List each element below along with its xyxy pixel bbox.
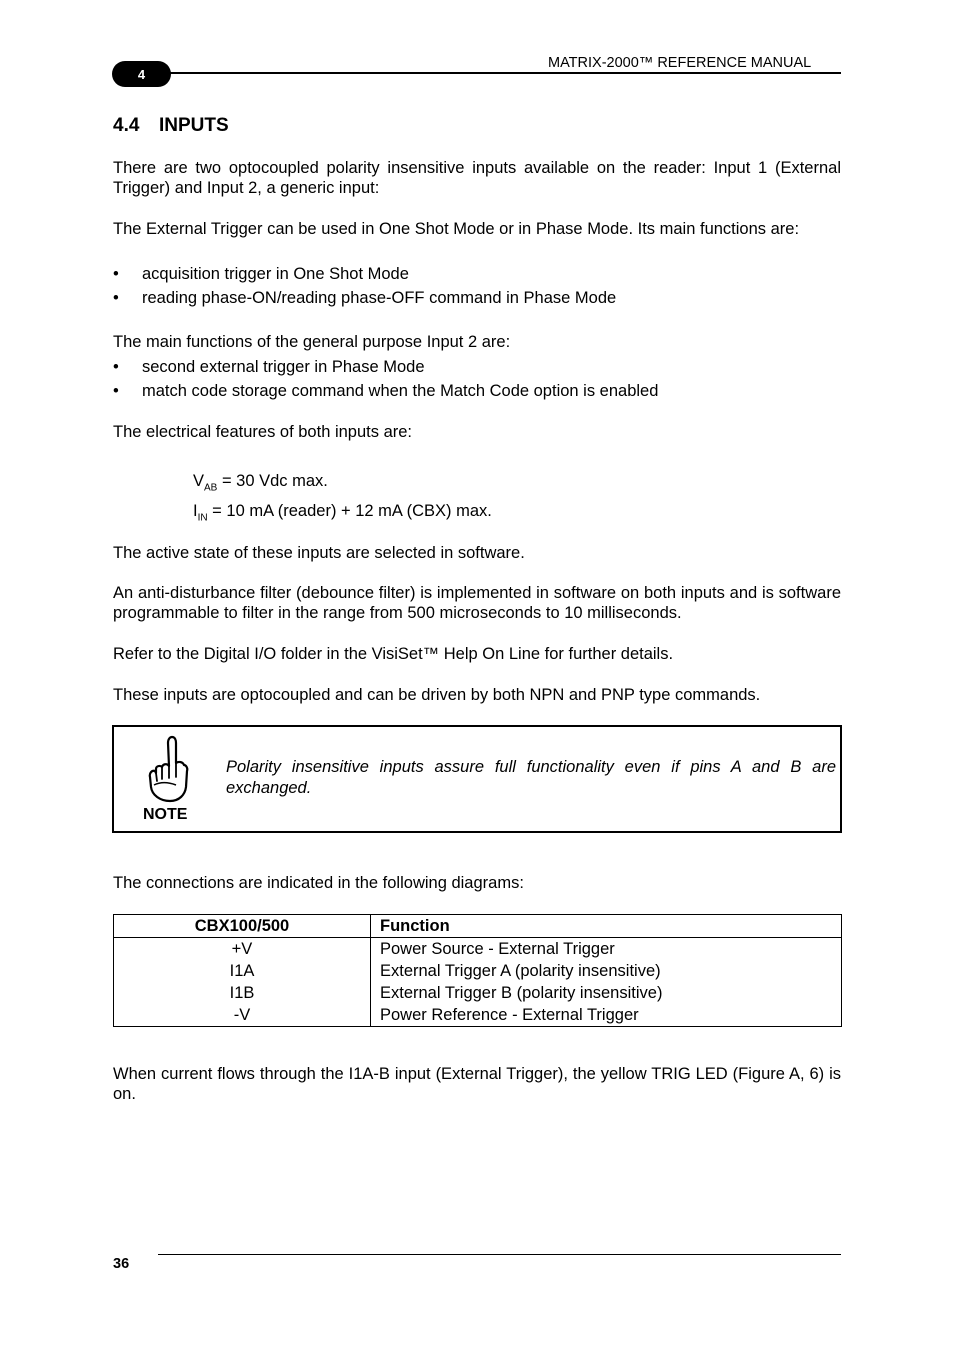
iin-symbol: I — [193, 502, 198, 520]
intro-paragraph: There are two optocoupled polarity insensitive inputs available on the reader: Input 1 (External Trigger) and Input 2, a generic input: — [113, 159, 841, 197]
vab-symbol: V — [193, 472, 205, 490]
table-header-row — [114, 915, 842, 938]
table-row — [114, 960, 842, 982]
section-title: INPUTS — [159, 115, 229, 136]
table-cell: I1B — [114, 982, 371, 1004]
bullet-marker: • — [113, 382, 119, 400]
iin-formula — [193, 502, 492, 523]
column-header: CBX100/500 — [114, 915, 371, 938]
table-cell: I1A — [114, 960, 371, 982]
bullet-marker: • — [113, 358, 119, 376]
list-item — [113, 357, 425, 377]
npn-pnp-paragraph: These inputs are optocoupled and can be driven by both NPN and PNP type commands. — [113, 686, 761, 704]
list-item — [113, 288, 616, 308]
column-header: Function — [371, 915, 842, 938]
footer-rule — [158, 1254, 841, 1255]
list-item — [113, 381, 658, 401]
note-box — [112, 725, 842, 833]
note-text: Polarity insensitive inputs assure full functionality even if pins A and B are exchanged. — [226, 758, 836, 797]
bullet-marker: • — [113, 289, 119, 307]
connections-table — [113, 914, 842, 1027]
vab-value: = 30 Vdc max. — [217, 472, 328, 490]
vab-subscript: AB — [204, 482, 218, 494]
iin-value: = 10 mA (reader) + 12 mA (CBX) max. — [207, 502, 492, 520]
filter-paragraph: An anti-disturbance filter (debounce filter) is implemented in software on both inputs and is software programmable to filter in the range from 500 microseconds to 10 milliseconds. — [113, 584, 841, 622]
pointing-hand-icon — [146, 735, 190, 803]
list-item-text: acquisition trigger in One Shot Mode — [142, 265, 409, 283]
iin-subscript: IN — [197, 512, 208, 524]
electrical-paragraph: The electrical features of both inputs are: — [113, 423, 412, 441]
input2-paragraph: The main functions of the general purpose Input 2 are: — [113, 333, 511, 351]
vab-formula — [193, 472, 328, 493]
ext-trigger-paragraph: The External Trigger can be used in One Shot Mode or in Phase Mode. Its main functions are: — [113, 220, 800, 238]
table-cell: External Trigger A (polarity insensitive) — [380, 962, 661, 980]
chapter-tab: 4 — [112, 61, 171, 87]
led-paragraph: When current flows through the I1A-B input (External Trigger), the yellow TRIG LED (Figure A, 6) is on. — [113, 1065, 841, 1103]
table-cell: Power Source - External Trigger — [380, 940, 615, 958]
list-item-text: reading phase-ON/reading phase-OFF command in Phase Mode — [142, 289, 617, 307]
section-number: 4.4 — [113, 115, 140, 136]
section-heading — [113, 115, 229, 137]
bullet-marker: • — [113, 265, 119, 283]
table-row — [114, 982, 842, 1004]
list-item-text: second external trigger in Phase Mode — [142, 358, 425, 376]
list-item-text: match code storage command when the Match Code option is enabled — [142, 382, 659, 400]
note-label: NOTE — [143, 806, 188, 823]
refer-paragraph: Refer to the Digital I/O folder in the VisiSet™ Help On Line for further details. — [113, 645, 674, 663]
active-state-paragraph: The active state of these inputs are selected in software. — [113, 544, 525, 562]
table-cell: -V — [114, 1004, 371, 1027]
header-rule — [158, 72, 841, 74]
manual-title: MATRIX-2000™ REFERENCE MANUAL — [548, 55, 812, 71]
page-number: 36 — [113, 1256, 130, 1272]
table-cell: +V — [114, 938, 371, 961]
table-cell: External Trigger B (polarity insensitive) — [380, 984, 663, 1002]
connections-paragraph: The connections are indicated in the following diagrams: — [113, 874, 524, 892]
table-cell: Power Reference - External Trigger — [380, 1006, 639, 1024]
table-row — [114, 938, 842, 961]
list-item — [113, 264, 409, 284]
table-row — [114, 1004, 842, 1027]
